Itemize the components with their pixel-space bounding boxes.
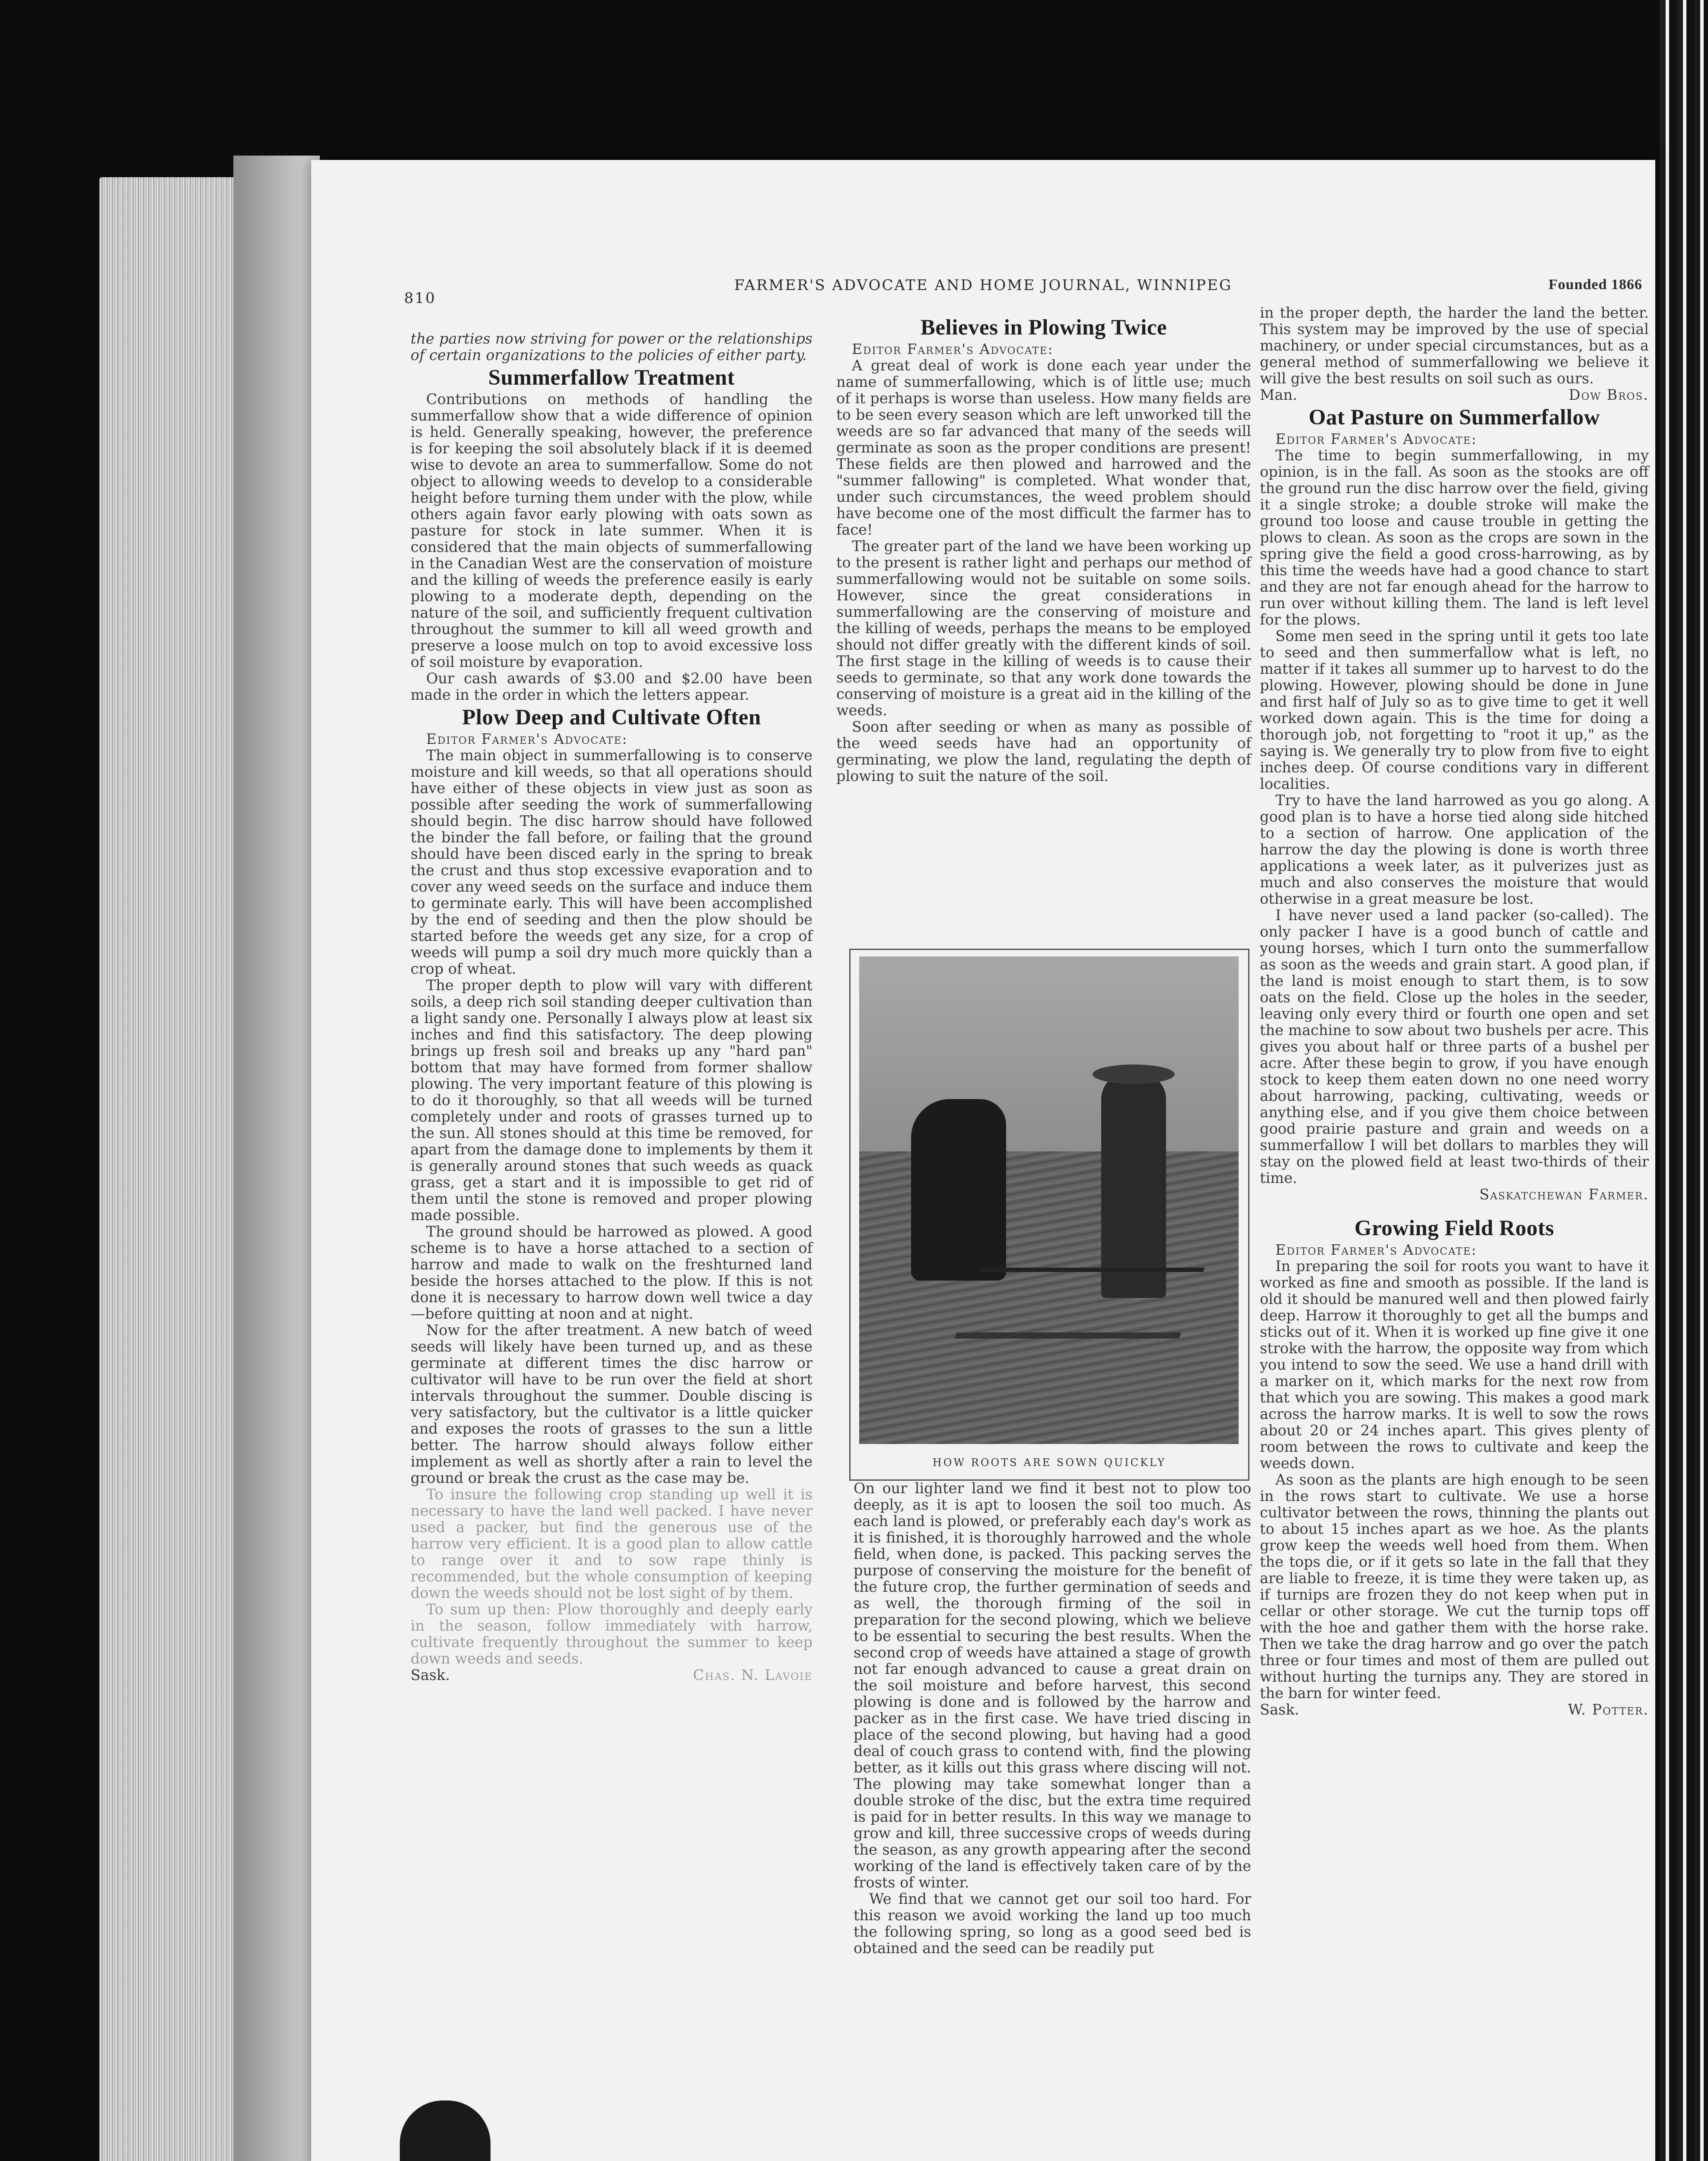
signature-name: W. Potter.	[1568, 1701, 1649, 1718]
signature-line	[1260, 1186, 1649, 1203]
summerfallow-title: Summerfallow Treatment	[488, 366, 735, 390]
column-2	[836, 313, 1251, 784]
photo-farmer-hat	[1093, 1065, 1175, 1084]
book-page-edges	[99, 177, 242, 2161]
founded-label: Founded 1866	[1549, 277, 1642, 293]
oat-pasture-title: Oat Pasture on Summerfallow	[1308, 405, 1600, 430]
signature-place: Sask.	[411, 1667, 450, 1683]
plow-deep-paragraph: To insure the following crop standing up well it is necessary to have the land well packed. I have never used a packer, but find the generous use of the harrow very efficient. It is a good plan to allow cattle to range over it and to sow rape thinly is recommended, but the whole consumption of keeping down the weeds should not be lost sight of by them.	[411, 1486, 813, 1601]
intro-text: the parties now striving for power or the relationships of certain organizations to the policies of either party.	[411, 330, 813, 363]
journal-title: FARMER'S ADVOCATE AND HOME JOURNAL, WINNIPEG	[734, 277, 1233, 294]
signature-place: Sask.	[1260, 1701, 1300, 1718]
scanner-right-edge	[1660, 0, 1708, 2161]
column-1	[411, 331, 813, 1683]
oat-paragraph: I have never used a land packer (so-called). The only packer I have is a good bunch of cattle and young horses, which I turn onto the summerfallow as soon as the weeds and grain start. A good plan, if the land is moist enough to start them, is to sow oats on the field. Close up the holes in the seeder, leaving only every third or fourth one open and set the machine to sow about two bushels per acre. This gives you about half or three parts of a bushel per acre. After these begin to grow, if you have enough stock to keep them eaten down no one need worry about harrowing, packing, cultivating, weeds or anything else, and if you give them choice between good prairie pasture and grain and weeds on a summerfallow I will bet dollars to marbles they will stay on the plowed field at least two-thirds of their time.	[1260, 907, 1649, 1186]
roots-paragraph: As soon as the plants are high enough to be seen in the rows start to cultivate. We use a horse cultivator between the rows, thinning the plants out to about 15 inches apart as we hoe. As the plants grow keep the weeds well hoed from them. When the tops die, or if it gets so late in the fall that they are liable to freeze, it is time they were taken up, as if turnips are frozen they do not keep when put in cellar or other storage. We cut the turnip tops off with the hoe and gather them with the horse rake. Then we take the drag harrow and go over the patch three or four times and most of them are pulled out without hurting the turnips any. They are stored in the barn for winter feed.	[1260, 1471, 1649, 1702]
plowing-photograph-frame	[849, 949, 1249, 1481]
signature-line	[411, 1667, 813, 1683]
photo-plow	[954, 1268, 1205, 1339]
believes-paragraph: The greater part of the land we have been working up to the present is rather light and perhaps our method of summerfallowing would not be suitable on some soils. However, since the great considerations in summerfallowing are the conserving of moisture and the killing of weeds, perhaps the means to be employed should not differ greatly with the different kinds of soil. The first stage in the killing of weeds is to cause their seeds to germinate, so that any work done towards the conserving of moisture is a great aid in the killing of the weeds.	[836, 538, 1251, 719]
oat-paragraph: Try to have the land harrowed as you go along. A good plan is to have a horse tied along side hitched to a section of harrow. One application of the harrow the day the plowing is done is worth three applications a week later, as it pulverizes just as much and also conserves the moisture that would otherwise in a great measure be lost.	[1260, 792, 1649, 907]
plow-deep-paragraph: The ground should be harrowed as plowed. A good scheme is to have a horse attached to a section of harrow and made to walk on the freshturned land beside the horses attached to the plow. If this is not done it is necessary to harrow down well twice a day—before quitting at noon and at night.	[411, 1223, 813, 1322]
summerfallow-paragraph: Contributions on methods of handling the summerfallow show that a wide difference of opinion is held. Generally speaking, however, the preference is for keeping the soil absolutely black if it is deemed wise to devote an area to summerfallow. Some do not object to allowing weeds to develop to a considerable height before turning them under with the plow, while others again favor early plowing with oats sown as pasture for stock in late summer. When it is considered that the main objects of summerfallowing in the Canadian West are the conservation of moisture and the killing of weeds the preference easily is early plowing to a moderate depth, depending on the nature of the soil, and sufficiently frequent cultivation throughout the summer to kill all weed growth and preserve a loose mulch on top to avoid excessive loss of soil moisture by evaporation.	[411, 391, 813, 670]
oat-paragraph: Some men seed in the spring until it gets too late to seed and then summerfallow what is left, no matter if it takes all summer up to harvest to do the plowing. However, plowing should be done in June and first half of July so as to give time to get it well worked down again. This is the time for doing a thorough job, not forgetting to "root it up," as the saying is. We generally try to plow from five to eight inches deep. Of course conditions vary in different localities.	[1260, 628, 1649, 792]
roots-paragraph: In preparing the soil for roots you want to have it worked as fine and smooth as possible. If the land is old it should be manured well and then plowed fairly deep. Harrow it thoroughly to get all the bumps and sticks out of it. When it is worked up fine give it one stroke with the harrow, the opposite way from which you intend to sow the seed. We use a hand drill with a marker on it, which marks for the next row from that which you are sowing. This makes a good mark across the harrow marks. It is well to sow the rows about 20 or 24 inches apart. This gives plenty of room between the rows to cultivate and keep the weeds down.	[1260, 1258, 1649, 1472]
column-3	[1260, 305, 1649, 1718]
plowing-photograph	[859, 956, 1239, 1444]
plow-deep-paragraph: To sum up then: Plow thoroughly and deeply early in the season, follow immediately with harrow, cultivate frequently throughout the summer to keep down weeds and seeds.	[411, 1601, 813, 1667]
oat-paragraph: The time to begin summerfallowing, in my opinion, is in the fall. As soon as the stooks are off the ground run the disc harrow over the field, giving it a single stroke; a double stroke will make the ground too loose and cause trouble in getting the plows to clean. As soon as the crops are sown in the spring give the field a good cross-harrowing, as by this time the weeds have had a good chance to start and they are not far enough ahead for the harrow to run over without killing them. The land is left level for the plows.	[1260, 447, 1649, 628]
book-gutter-shadow	[233, 156, 320, 2161]
editor-line: Editor Farmer's Advocate:	[1275, 1241, 1477, 1258]
editor-line: Editor Farmer's Advocate:	[852, 341, 1054, 357]
believes-plowing-title: Believes in Plowing Twice	[920, 316, 1167, 340]
plow-deep-paragraph: The proper depth to plow will vary with different soils, a deep rich soil standing deeper cultivation than a light sandy one. Personally I always plow at least six inches and find this satisfactory. The deep plowing brings up fresh soil and breaks up any "hard pan" bottom that may have formed from former shallow plowing. The very important feature of this plowing is to do it thoroughly, so that all weeds will be turned completely under and roots of grasses turned up to the sun. All stones should at this time be removed, for apart from the damage done to implements by them it is generally around stones that such weeds as quack grass, get a start and it is impossible to get rid of them until the stone is removed and proper plowing made possible.	[411, 977, 813, 1224]
signature-place: Man.	[1260, 386, 1297, 403]
plow-deep-paragraph: The main object in summerfallowing is to conserve moisture and kill weeds, so that all operations should have either of these objects in view just as soon as possible after seeding the work of summerfallowing should begin. The disc harrow should have followed the binder the fall before, or failing that the ground should have been disced early in the spring to break the crust and thus stop excessive evaporation and to cover any weed seeds on the surface and induce them to germinate early. This will have been accomplished by the end of seeding and then the plow should be started before the weeds get any size, for a crop of weeds will pump a soil dry much more quickly than a crop of wheat.	[411, 747, 813, 977]
editor-line: Editor Farmer's Advocate:	[426, 730, 628, 747]
believes-paragraph: On our lighter land we find it best not to plow too deeply, as it is apt to loosen the soil too much. As each land is plowed, or preferably each day's work as it is finished, it is thoroughly harrowed and the whole field, when done, is packed. This packing serves the purpose of conserving the moisture for the benefit of the future crop, the further germination of seeds and as well, the thorough firming of the soil in preparation for the second plowing, which we believe to be essential to securing the best results. When the second crop of weeds have attained a stage of growth not far enough advanced to cause a great drain on the soil moisture and before harvest, this second plowing is done and is followed by the harrow and packer as in the first case. We have tried discing in place of the second plowing, but having had a good deal of couch grass to contend with, find the plowing better, as it kills out this grass where discing will not. The plowing may take somewhat longer than a double stroke of the disc, but the extra time required is paid for in better results. In this way we manage to grow and kill, three successive crops of weeds during the season, as any growth appearing after the second working of the land is effectively taken care of by the frosts of winter.	[854, 1480, 1251, 1891]
believes-paragraph: Soon after seeding or when as many as possible of the weed seeds have had an opportunity of germinating, we plow the land, regulating the depth of plowing to suit the nature of the soil.	[836, 718, 1251, 784]
signature-name: Saskatchewan Farmer.	[1479, 1186, 1649, 1203]
signature-name: Dow Bros.	[1568, 386, 1649, 403]
growing-roots-title: Growing Field Roots	[1354, 1216, 1554, 1240]
continuation-text: in the proper depth, the harder the land the better. This system may be improved by the use of special machinery, or under special circumstances, but as a general method of summerfallowing we believe it will give the best results on soil such as ours.	[1260, 304, 1649, 387]
journal-page	[311, 160, 1655, 2161]
page-number: 810	[404, 290, 436, 307]
signature-name: Chas. N. Lavoie	[693, 1667, 813, 1683]
summerfallow-paragraph: Our cash awards of $3.00 and $2.00 have been made in the order in which the letters appear.	[411, 670, 813, 703]
plow-deep-title: Plow Deep and Cultivate Often	[462, 705, 761, 730]
photo-farmer	[1101, 1073, 1166, 1298]
signature-line	[1260, 1702, 1649, 1718]
editor-line: Editor Farmer's Advocate:	[1275, 430, 1477, 447]
signature-line	[1260, 387, 1649, 403]
column-2-continued	[854, 1480, 1251, 1957]
believes-paragraph: We find that we cannot get our soil too hard. For this reason we avoid working the land up too much the following spring, so long as a good seed bed is obtained and the seed can be readily put	[854, 1890, 1251, 1957]
plow-deep-paragraph: Now for the after treatment. A new batch of weed seeds will likely have been turned up, and as these germinate at different times the disc harrow or cultivator will have to be run over the field at short intervals throughout the summer. Double discing is very satisfactory, but the cultivator is a little quicker and exposes the roots of grasses to the sun a little better. The harrow should always follow either implement as well as shortly after a rain to level the ground or break the crust as the case may be.	[411, 1322, 813, 1486]
believes-paragraph: A great deal of work is done each year under the name of summerfallowing, which is of little use; much of it perhaps is worse than useless. How many fields are to be seen every season which are left unworked till the weeds are so far advanced that many of the seeds will germinate as soon as the proper conditions are present! These fields are then plowed and harrowed and the "summer fallowing" is completed. What wonder that, under such circumstances, the weed problem should have become one of the most difficult the farmer has to face!	[836, 357, 1251, 538]
photo-caption: HOW ROOTS ARE SOWN QUICKLY	[932, 1457, 1166, 1469]
photo-horse	[911, 1099, 1006, 1281]
